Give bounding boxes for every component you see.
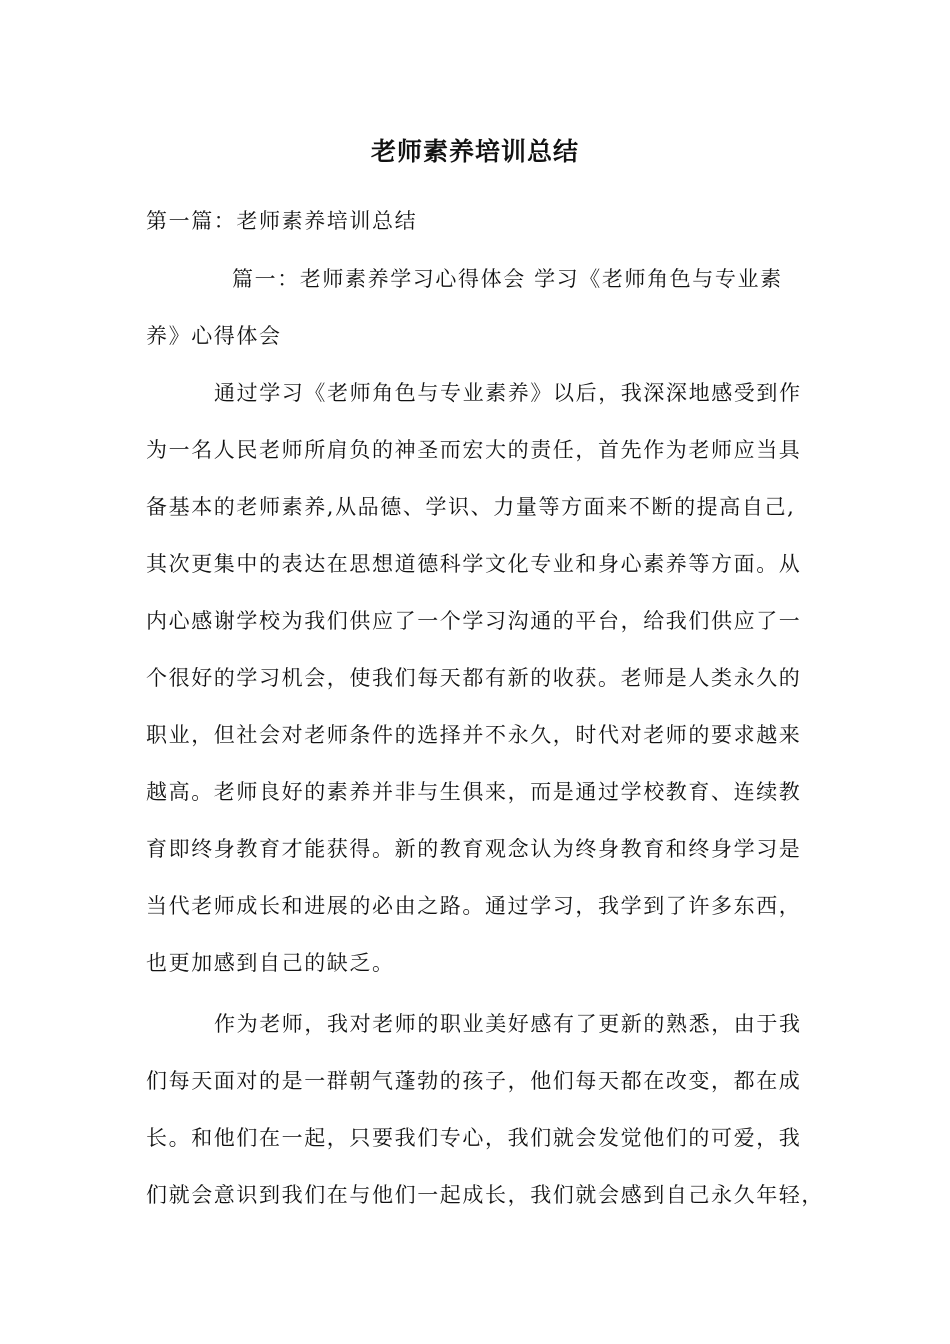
paragraph-line: 职业，但社会对老师条件的选择并不永久，时代对老师的要求越来 [146, 723, 802, 747]
paragraph-line: 为一名人民老师所肩负的神圣而宏大的责任，首先作为老师应当具 [146, 438, 802, 462]
paragraph-line: 其次更集中的表达在思想道德科学文化专业和身心素养等方面。从 [146, 552, 802, 576]
paragraph-line: 个很好的学习机会，使我们每天都有新的收获。老师是人类永久的 [146, 666, 802, 690]
paragraph-line: 当代老师成长和进展的必由之路。通过学习，我学到了许多东西， [146, 894, 802, 918]
document-title: 老师素养培训总结 [370, 137, 579, 166]
paragraph-line: 内心感谢学校为我们供应了一个学习沟通的平台，给我们供应了一 [146, 609, 802, 633]
section-heading: 第一篇：老师素养培训总结 [146, 209, 418, 233]
subsection-heading-line: 养》心得体会 [146, 324, 282, 348]
paragraph-line: 备基本的老师素养,从品德、学识、力量等方面来不断的提高自己, [146, 495, 796, 519]
paragraph-line: 也更加感到自己的缺乏。 [146, 951, 395, 975]
subsection-heading-line: 篇一：老师素养学习心得体会 学习《老师角色与专业素 [232, 267, 783, 291]
paragraph-line: 长。和他们在一起，只要我们专心，我们就会发觉他们的可爱，我 [146, 1126, 802, 1150]
paragraph-line: 育即终身教育才能获得。新的教育观念认为终身教育和终身学习是 [146, 837, 802, 861]
paragraph-line: 们就会意识到我们在与他们一起成长，我们就会感到自己永久年轻， [146, 1183, 824, 1207]
paragraph-line: 越高。老师良好的素养并非与生俱来，而是通过学校教育、连续教 [146, 780, 802, 804]
paragraph-line: 通过学习《老师角色与专业素养》以后，我深深地感受到作 [214, 381, 802, 405]
paragraph-line: 作为老师，我对老师的职业美好感有了更新的熟悉，由于我 [214, 1012, 802, 1036]
paragraph-line: 们每天面对的是一群朝气蓬勃的孩子，他们每天都在改变，都在成 [146, 1069, 802, 1093]
